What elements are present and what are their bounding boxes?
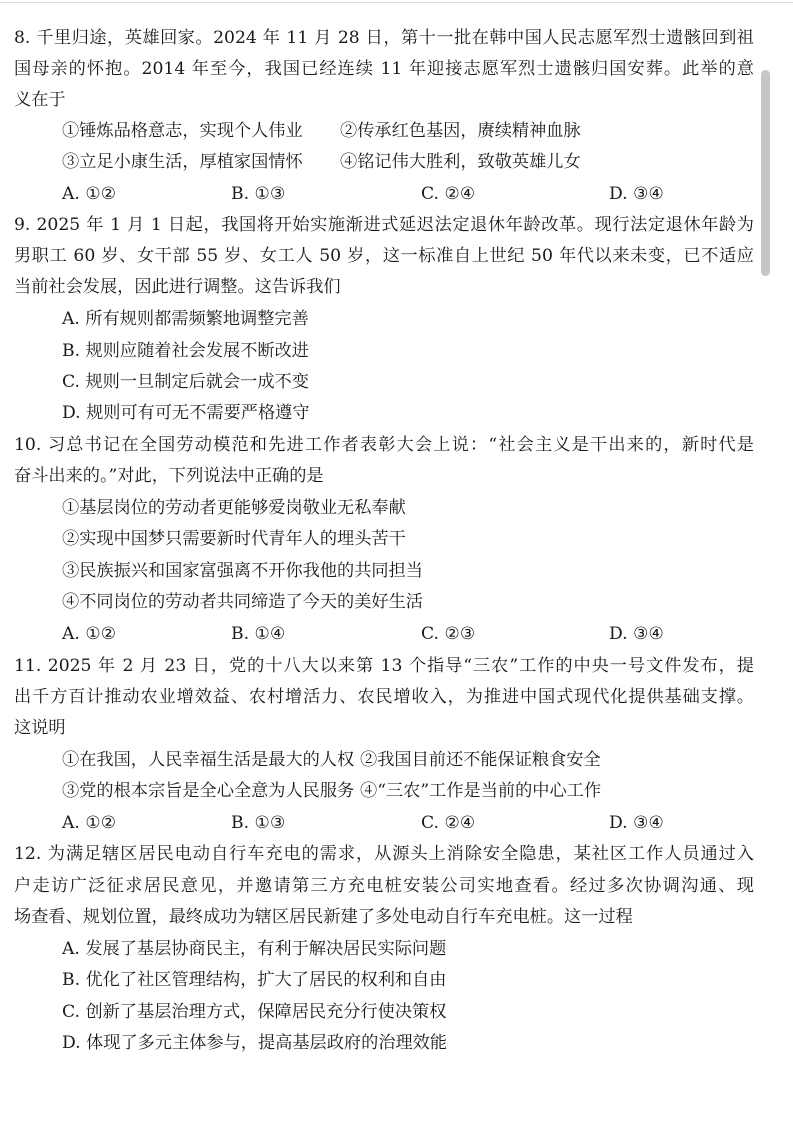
option-a[interactable]: A. ①② — [62, 184, 117, 204]
question-stem-line: 义在于 — [14, 90, 66, 110]
statement-3: ③党的根本宗旨是全心全意为人民服务 — [62, 781, 355, 801]
question-stem-line: 户走访广泛征求居民意见，并邀请第三方充电桩安装公司实地查看。经过多次协调沟通、现 — [14, 876, 754, 896]
option-d[interactable]: D. 规则可有可无不需要严格遵守 — [62, 403, 310, 423]
statement-2: ②我国目前还不能保证粮食安全 — [360, 750, 601, 770]
option-b[interactable]: B. ①③ — [231, 813, 286, 833]
question-stem-line: 出千方百计推动农业增效益、农村增活力、农民增收入，为推进中国式现代化提供基础支撑。 — [14, 687, 754, 707]
statement-2: ②实现中国梦只需要新时代青年人的埋头苦干 — [62, 529, 406, 549]
question-stem-line: 奋斗出来的。”对此，下列说法中正确的是 — [14, 466, 324, 486]
question-stem-line: 场查看、规划位置，最终成功为辖区居民新建了多处电动自行车充电桩。这一过程 — [14, 907, 633, 927]
option-d[interactable]: D. ③④ — [609, 184, 664, 204]
statement-3: ③立足小康生活，厚植家国情怀 — [62, 152, 303, 172]
option-d[interactable]: D. ③④ — [609, 813, 664, 833]
option-b[interactable]: B. 规则应随着社会发展不断改进 — [62, 341, 309, 361]
scrollbar-thumb[interactable] — [761, 70, 770, 276]
option-b[interactable]: B. ①④ — [231, 624, 286, 644]
vertical-scrollbar[interactable] — [761, 70, 770, 280]
question-stem-line: 11. 2025 年 2 月 23 日，党的十八大以来第 13 个指导“三农”工作的中央一号文件发布，提 — [14, 656, 754, 676]
question-stem-line: 9. 2025 年 1 月 1 日起，我国将开始实施渐进式延迟法定退休年龄改革。现行法定退休年龄为 — [14, 215, 754, 235]
option-c[interactable]: C. ②④ — [421, 813, 476, 833]
option-c[interactable]: C. 规则一旦制定后就会一成不变 — [62, 372, 309, 392]
top-divider — [0, 2, 793, 3]
option-b[interactable]: B. ①③ — [231, 184, 286, 204]
option-a[interactable]: A. ①② — [62, 624, 117, 644]
option-a[interactable]: A. ①② — [62, 813, 117, 833]
question-stem-line: 这说明 — [14, 718, 66, 738]
option-c[interactable]: C. ②④ — [421, 184, 476, 204]
statement-3: ③民族振兴和国家富强离不开你我他的共同担当 — [62, 561, 423, 581]
statement-2: ②传承红色基因，赓续精神血脉 — [340, 121, 581, 141]
option-c[interactable]: C. ②③ — [421, 624, 476, 644]
option-b[interactable]: B. 优化了社区管理结构，扩大了居民的权利和自由 — [62, 970, 447, 990]
option-d[interactable]: D. ③④ — [609, 624, 664, 644]
statement-1: ①基层岗位的劳动者更能够爱岗敬业无私奉献 — [62, 498, 406, 518]
statement-1: ①锤炼品格意志，实现个人伟业 — [62, 121, 303, 141]
question-stem-line: 10. 习总书记在全国劳动模范和先进工作者表彰大会上说：“社会主义是干出来的，新时代是 — [14, 435, 754, 455]
question-stem-line: 国母亲的怀抱。2014 年至今，我国已经连续 11 年迎接志愿军烈士遗骸归国安葬。此举的意 — [14, 59, 754, 79]
question-stem-line: 男职工 60 岁、女干部 55 岁、女工人 50 岁，这一标准自上世纪 50 年代以来未变，已不适应 — [14, 246, 754, 266]
option-a[interactable]: A. 所有规则都需频繁地调整完善 — [62, 309, 309, 329]
statement-4: ④铭记伟大胜利，致敬英雄儿女 — [340, 152, 581, 172]
question-stem-line: 当前社会发展，因此进行调整。这告诉我们 — [14, 277, 341, 297]
option-a[interactable]: A. 发展了基层协商民主，有利于解决居民实际问题 — [62, 939, 447, 959]
option-d[interactable]: D. 体现了多元主体参与，提高基层政府的治理效能 — [62, 1033, 448, 1053]
statement-4: ④不同岗位的劳动者共同缔造了今天的美好生活 — [62, 592, 423, 612]
statement-4: ④“三农”工作是当前的中心工作 — [360, 781, 602, 801]
question-stem-line: 8. 千里归途，英雄回家。2024 年 11 月 28 日，第十一批在韩中国人民志愿军烈士遗骸回到祖 — [14, 28, 754, 48]
statement-1: ①在我国，人民幸福生活是最大的人权 — [62, 750, 355, 770]
option-c[interactable]: C. 创新了基层治理方式，保障居民充分行使决策权 — [62, 1002, 447, 1022]
question-stem-line: 12. 为满足辖区居民电动自行车充电的需求，从源头上消除安全隐患，某社区工作人员通过入 — [14, 844, 754, 864]
